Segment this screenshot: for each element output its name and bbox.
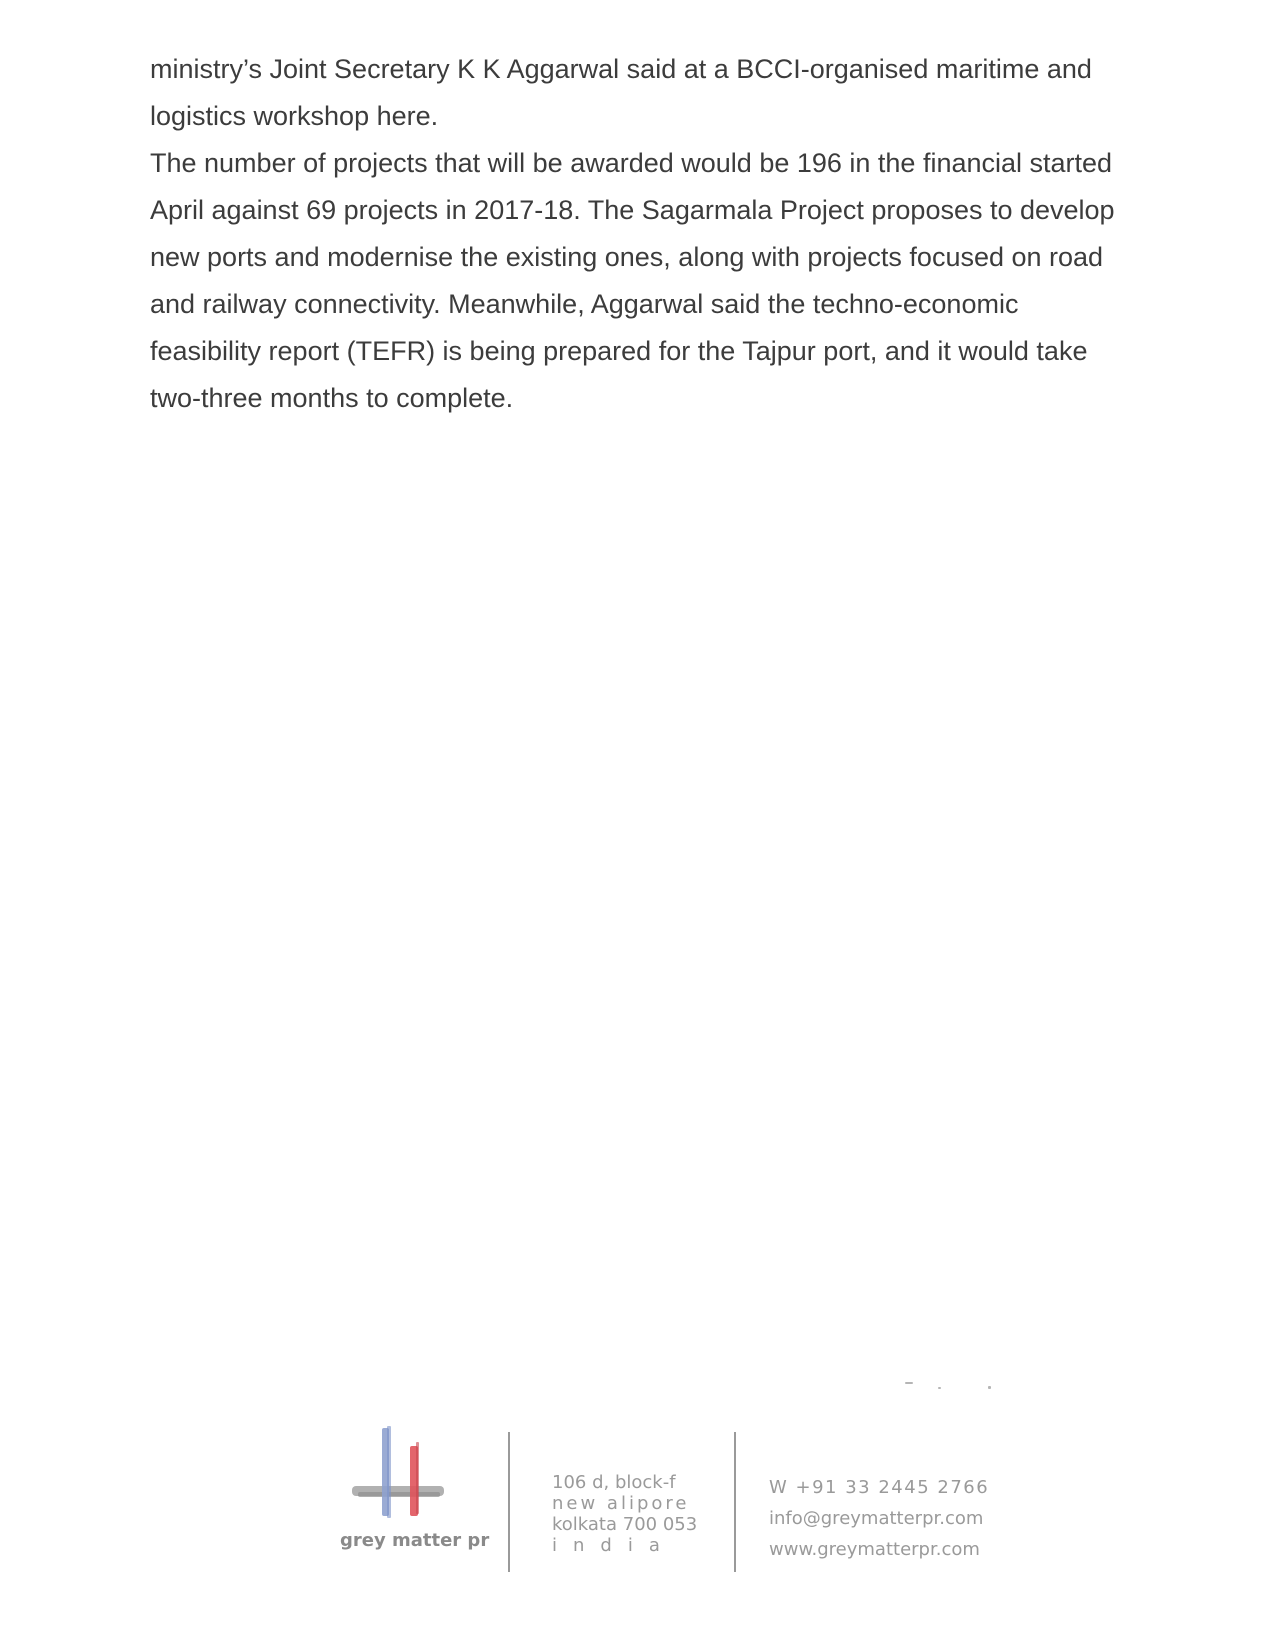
contact-phone: W +91 33 2445 2766 xyxy=(769,1477,990,1498)
company-contact xyxy=(769,1472,1009,1565)
scan-speck xyxy=(905,1382,913,1384)
paragraph-1-line-2: logistics workshop here. xyxy=(150,101,439,131)
paragraph-2-line-5: feasibility report (TEFR) is being prepared for the Tajpur port, and it would take xyxy=(150,336,1088,366)
logo-mark-icon xyxy=(338,1420,478,1530)
footer-divider xyxy=(734,1432,736,1572)
company-address xyxy=(552,1472,722,1556)
paragraph-2-line-3: new ports and modernise the existing ones, along with projects focused on road xyxy=(150,242,1104,272)
address-line-3: kolkata 700 053 xyxy=(552,1514,698,1535)
letterhead-footer xyxy=(0,1420,1275,1600)
address-line-2: new alipore xyxy=(552,1493,690,1514)
paragraph-2-line-1: The number of projects that will be awarded would be 196 in the financial started xyxy=(150,148,1113,178)
paragraph-2-line-4: and railway connectivity. Meanwhile, Aggarwal said the techno-economic xyxy=(150,289,1019,319)
address-line-4: india xyxy=(552,1535,676,1556)
document-body xyxy=(150,46,1130,422)
paragraph-1-line-1: ministry’s Joint Secretary K K Aggarwal said at a BCCI-organised maritime and xyxy=(150,54,1092,84)
scan-speck xyxy=(938,1387,941,1389)
contact-website[interactable]: www.greymatterpr.com xyxy=(769,1539,980,1560)
paragraph-2-line-6: two-three months to complete. xyxy=(150,383,514,413)
footer-divider xyxy=(508,1432,510,1572)
scan-speck xyxy=(988,1386,991,1389)
paragraph-2-line-2: April against 69 projects in 2017-18. The Sagarmala Project proposes to develop xyxy=(150,195,1115,225)
logo-wordmark: grey matter pr xyxy=(340,1530,490,1551)
address-line-1: 106 d, block-f xyxy=(552,1472,676,1493)
contact-email[interactable]: info@greymatterpr.com xyxy=(769,1508,984,1529)
